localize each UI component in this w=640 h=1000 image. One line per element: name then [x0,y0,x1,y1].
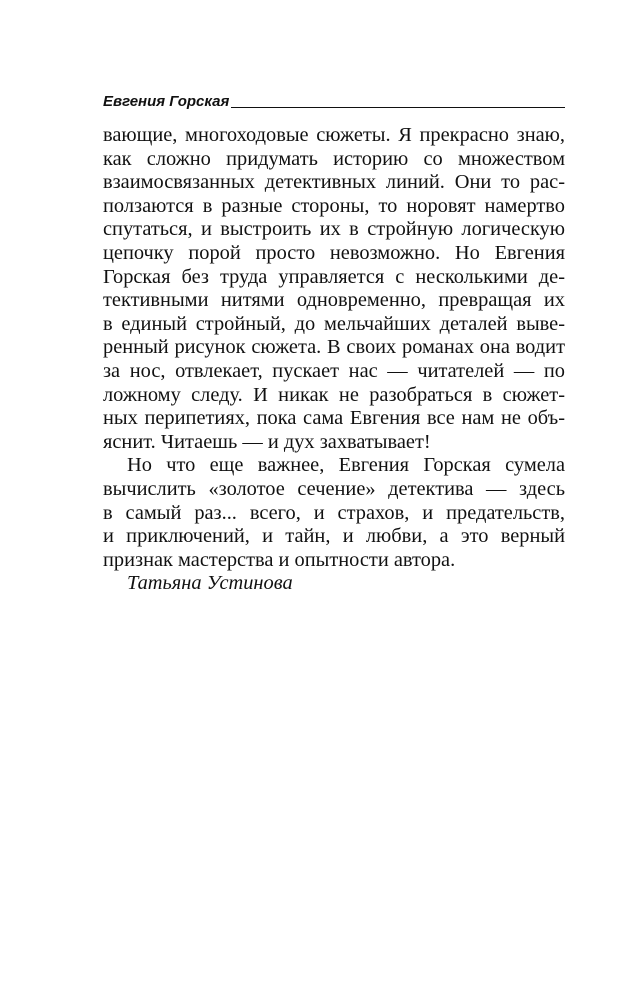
text-line: Но что еще важнее, Евгения Горская сумела [127,454,565,477]
running-head-author: Евгения Горская [103,93,230,110]
text-line: вающие, многоходовые сюжеты. Я прекрасно знаю, [103,124,565,146]
text-line: взаимосвязанных детективных линий. Они то рас- [103,171,565,194]
text-line: за нос, отвлекает, пускает нас — читателей — по [103,359,565,382]
text-line: вычислить «золотое сечение» детектива — здесь [103,477,565,500]
header-rule [231,107,565,108]
text-line: признак мастерства и опытности автора. [103,548,456,571]
text-line: в единый стройный, до мельчайших деталей выве- [103,312,565,335]
text-line: и приключений, и тайн, и любви, а это верный [103,525,565,548]
text-line: тективными нитями одновременно, превращая их [103,289,565,312]
running-header [103,89,565,111]
body-text [103,124,565,596]
text-line: ложному следу. И никак не разобраться в сюжет- [103,383,565,406]
text-line: ползаются в разные стороны, то норовят намертво [103,194,565,217]
text-line: Горская без труда управляется с несколькими де- [103,265,565,288]
text-line: как сложно придумать историю со множеством [103,147,565,170]
text-line: цепочку порой просто невозможно. Но Евгения [103,241,565,264]
text-line: яснит. Читаешь — и дух захватывает! [103,430,431,453]
author-signature: Татьяна Устинова [127,572,293,595]
paragraph-2 [103,454,565,572]
text-line: спутаться, и выстроить их в стройную логическую [103,218,565,241]
text-line: в самый раз... всего, и страхов, и предательств, [103,501,565,524]
text-line: ных перипетиях, пока сама Евгения все нам не объ- [103,407,565,430]
paragraph-1 [103,124,565,454]
text-line: ренный рисунок сюжета. В своих романах она водит [103,336,565,359]
